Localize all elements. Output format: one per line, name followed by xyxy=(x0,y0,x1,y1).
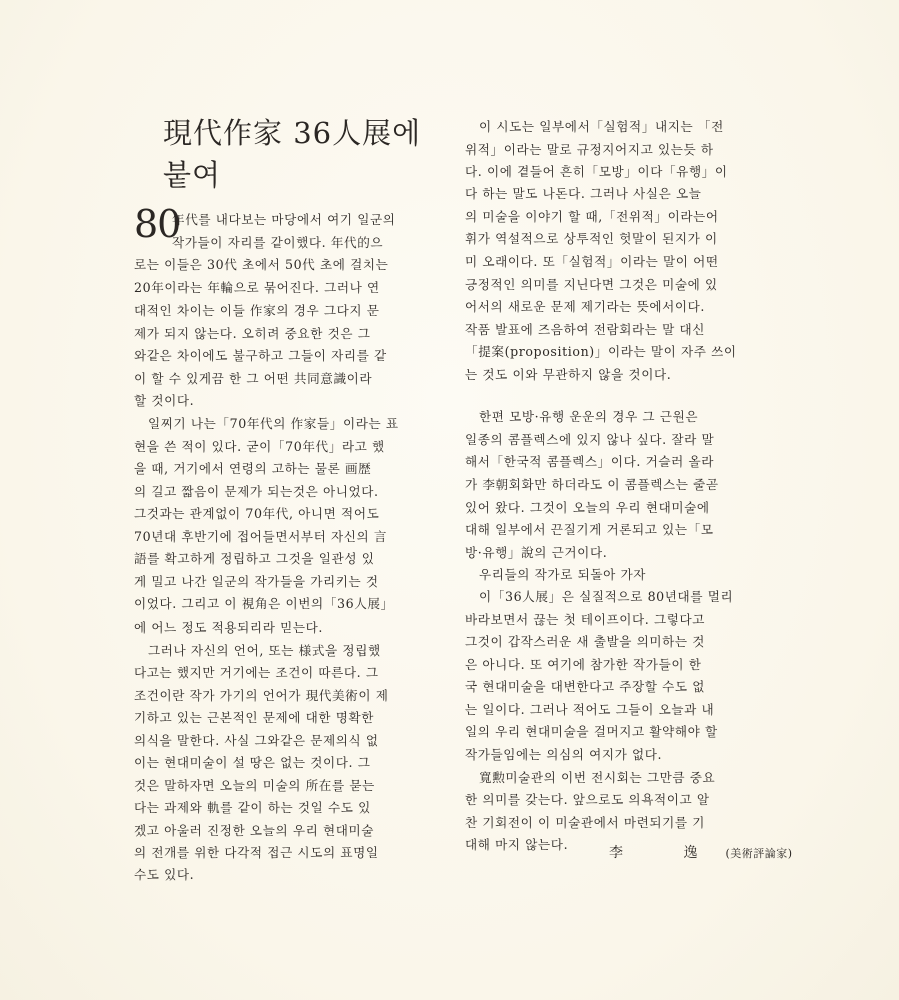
left-column-text-line: 70년대 후반기에 접어들면서부터 자신의 言 xyxy=(134,529,388,544)
right-column-text-line: 위적」이라는 말로 규정지어지고 있는듯 하 xyxy=(465,142,714,157)
right-column-text-line: 우리들의 작가로 되돌아 가자 xyxy=(479,567,646,582)
left-column-text-line: 다는 과제와 軌를 같이 하는 것일 수도 있 xyxy=(134,800,371,815)
right-column-text-line: 는 것도 이와 무관하지 않을 것이다. xyxy=(465,367,672,382)
left-column-text-line: 語를 확고하게 정립하고 그것을 일관성 있 xyxy=(134,551,375,566)
author-name: 李 逸 xyxy=(609,845,726,861)
left-column-text-line: 겠고 아울러 진정한 오늘의 우리 현대미술 xyxy=(134,823,375,838)
left-column-text-line: 조건이란 작가 가기의 언어가 現代美術이 제 xyxy=(134,688,389,703)
author-affiliation: (美術評論家) xyxy=(725,847,793,860)
left-column-text-line: 와같은 차이에도 불구하고 그들이 자리를 같 xyxy=(134,348,387,363)
right-column-text-line: 작가들임에는 의심의 여지가 없다. xyxy=(465,747,663,762)
right-column-text-line: 寬勲미술관의 이번 전시회는 그만큼 중요 xyxy=(479,770,716,785)
drop-cap: 80 xyxy=(134,202,181,246)
left-column-text-line: 것은 말하자면 오늘의 미술의 所在를 묻는 xyxy=(134,778,375,793)
left-column-text-line: 제가 되지 않는다. 오히려 중요한 것은 그 xyxy=(134,326,371,341)
left-column-text-line: 수도 있다. xyxy=(134,867,195,882)
left-column-text-line: 현을 쓴 적이 있다. 굳이「70年代」라고 했 xyxy=(134,439,385,454)
right-column-text-line: 긍정적인 의미를 지닌다면 그것은 미술에 있 xyxy=(465,277,718,292)
article-title xyxy=(163,112,453,196)
left-column-text-line: 게 밀고 나간 일군의 작가들을 가리키는 것 xyxy=(134,574,379,589)
left-column-text-line: 기하고 있는 근본적인 문제에 대한 명확한 xyxy=(134,710,375,725)
right-column-text-line: 일종의 콤플렉스에 있지 않나 싶다. 잘라 말 xyxy=(465,432,715,447)
right-column-text-line: 휘가 역설적으로 상투적인 헛말이 된지가 이 xyxy=(465,231,718,246)
article-title-line-1: 現代作家 36人展에 xyxy=(163,116,422,150)
right-column-text-line: 방·유행」說의 근거이다. xyxy=(465,545,608,560)
left-column-text-line: 의식을 말한다. 사실 그와같은 문제의식 없 xyxy=(134,733,379,748)
left-column-text-line: 이었다. 그리고 이 視角은 이번의「36人展」 xyxy=(134,596,394,611)
left-column-text-line: 의 전개를 위한 다각적 접근 시도의 표명일 xyxy=(134,845,379,860)
left-column-text-line: 할 것이다. xyxy=(134,393,195,408)
right-column-text-line: 이 시도는 일부에서「실험적」내지는 「전 xyxy=(479,119,724,134)
right-column-text-line: 작품 발표에 즈음하여 전람회라는 말 대신 xyxy=(465,322,706,337)
left-column-text-line: 年代를 내다보는 마당에서 여기 일군의 xyxy=(172,212,396,227)
left-column-text-line: 의 길고 짧음이 문제가 되는것은 아니었다. xyxy=(134,484,379,499)
right-column-text-line: 국 현대미술을 대변한다고 주장할 수도 없 xyxy=(465,679,706,694)
left-column-text-line: 그것과는 관계없이 70年代, 아니면 적어도 xyxy=(134,506,380,521)
left-column-text-line: 그러나 자신의 언어, 또는 様式을 정립했 xyxy=(148,643,381,658)
right-column-text-line: 해서「한국적 콤플렉스」이다. 거슬러 올라 xyxy=(465,454,715,469)
left-column-text-line: 이는 현대미술이 설 땅은 없는 것이다. 그 xyxy=(134,755,371,770)
right-column-text-line: 그것이 갑작스러운 새 출발을 의미하는 것 xyxy=(465,634,706,649)
left-column-text-line: 20年이라는 年輪으로 묶어진다. 그러나 연 xyxy=(134,280,380,295)
right-column-text-line: 한 의미를 갖는다. 앞으로도 의욕적이고 알 xyxy=(465,792,710,807)
right-column-text-line: 가 李朝회화만 하더라도 이 콤플렉스는 줄곧 xyxy=(465,477,719,492)
right-column-text-line: 바라보면서 끊는 첫 테이프이다. 그렇다고 xyxy=(465,612,706,627)
right-column-text-line: 대해 일부에서 끈질기게 거론되고 있는「모 xyxy=(465,522,714,537)
left-column-text-line: 일찌기 나는「70年代의 作家들」이라는 표 xyxy=(148,416,399,431)
right-column-text-line: 일의 우리 현대미술을 걸머지고 활약해야 할 xyxy=(465,724,718,739)
left-column-text-line: 다고는 했지만 거기에는 조건이 따른다. 그 xyxy=(134,665,379,680)
left-column-text-line: 작가들이 자리를 같이했다. 年代的으 xyxy=(172,235,384,250)
left-column-text-line: 로는 이들은 30代 초에서 50代 초에 걸치는 xyxy=(134,257,389,272)
author-signature xyxy=(609,842,793,865)
right-column-text-line: 「提案(proposition)」이라는 말이 자주 쓰이 xyxy=(465,344,737,359)
left-column-text-line: 이 할 수 있게끔 한 그 어떤 共同意識이라 xyxy=(134,371,373,386)
right-column-text-line: 한편 모방·유행 운운의 경우 그 근원은 xyxy=(479,409,699,424)
right-column-text-line: 이「36人展」은 실질적으로 80년대를 멀리 xyxy=(479,589,734,604)
right-column-text-line: 미 오래이다. 또「실험적」이라는 말이 어떤 xyxy=(465,254,719,269)
right-column-text-line: 다 하는 말도 나돈다. 그러나 사실은 오늘 xyxy=(465,186,702,201)
right-column-text-line: 있어 왔다. 그것이 오늘의 우리 현대미술에 xyxy=(465,500,710,515)
left-column-text-line: 대적인 차이는 이들 作家의 경우 그다지 문 xyxy=(134,303,380,318)
left-column-text-line: 에 어느 정도 적용되리라 믿는다. xyxy=(134,620,323,635)
right-column-text-line: 대해 마지 않는다. xyxy=(465,837,569,852)
right-column-text-line: 는 일이다. 그러나 적어도 그들이 오늘과 내 xyxy=(465,702,715,717)
left-column-text-line: 을 때, 거기에서 연령의 고하는 물론 画歴 xyxy=(134,461,372,476)
right-column-text-line: 찬 기회전이 이 미술관에서 마련되기를 기 xyxy=(465,815,706,830)
article-title-line-2: 붙여 xyxy=(163,158,222,192)
right-column-text-line: 은 아니다. 또 여기에 참가한 작가들이 한 xyxy=(465,657,702,672)
right-column-text-line: 어서의 새로운 문제 제기라는 뜻에서이다. xyxy=(465,299,706,314)
right-column-text-line: 다. 이에 곁들어 흔히「모방」이다「유행」이 xyxy=(465,164,728,179)
right-column-text-line: 의 미술을 이야기 할 때,「전위적」이라는어 xyxy=(465,209,719,224)
